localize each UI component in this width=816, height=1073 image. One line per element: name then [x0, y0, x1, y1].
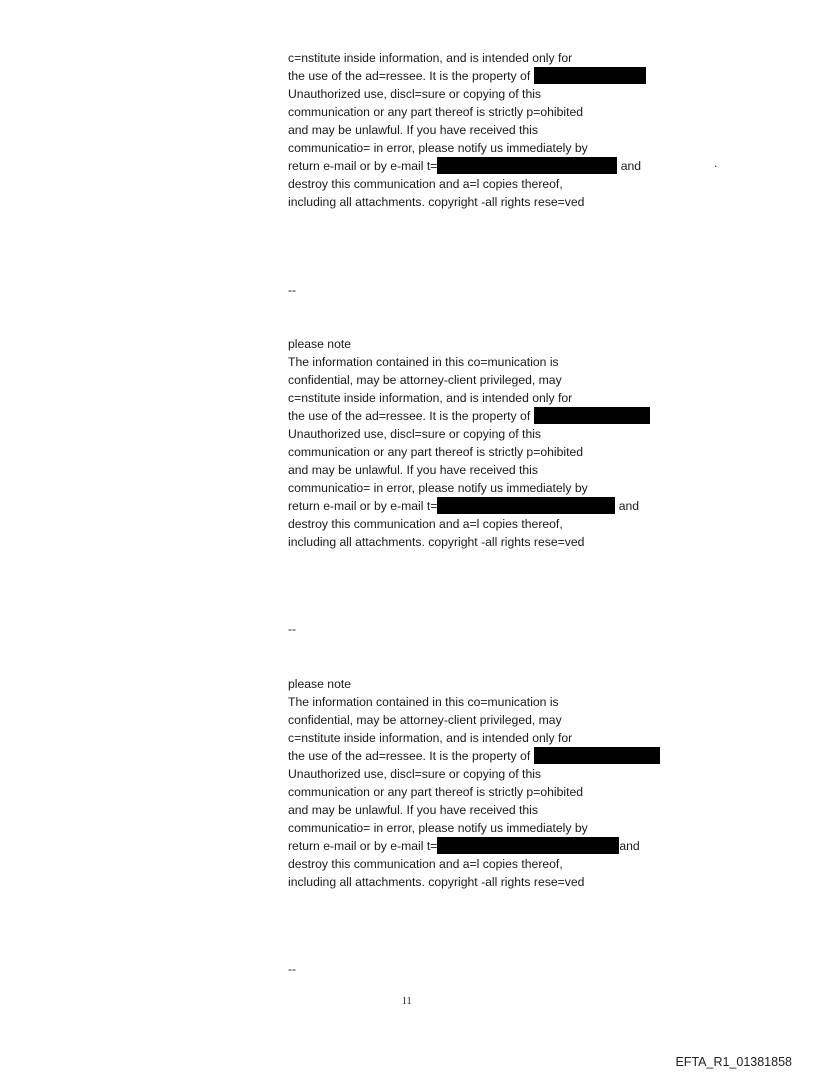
redaction-box [437, 497, 615, 514]
notice-line: destroy this communication and a=l copies thereof, [288, 517, 563, 531]
notice-line: confidential, may be attorney-client privileged, may [288, 713, 562, 727]
notice-line: destroy this communication and a=l copies thereof, [288, 177, 563, 191]
notice-line: return e-mail or by e-mail t= and [288, 159, 642, 173]
notice-block-3 [288, 675, 708, 891]
notice-line: the use of the ad=ressee. It is the property of [288, 747, 708, 765]
notice-line: Unauthorized use, discl=sure or copying of this [288, 767, 542, 781]
notice-heading: please note [288, 677, 352, 691]
separator: -- [288, 283, 297, 297]
notice-line: and may be unlawful. If you have received this [288, 123, 538, 137]
redaction-box [534, 747, 660, 764]
notice-line: the use of the ad=ressee. It is the property of [288, 67, 708, 85]
notice-line: Unauthorized use, discl=sure or copying of this [288, 427, 542, 441]
notice-line: communication or any part thereof is strictly p=ohibited [288, 445, 584, 459]
notice-line: the use of the ad=ressee. It is the property of [288, 407, 708, 425]
notice-line: The information contained in this co=munication is [288, 695, 559, 709]
redaction-box [437, 837, 619, 854]
separator: -- [288, 962, 297, 976]
notice-line: including all attachments. copyright -all rights rese=ved [288, 535, 585, 549]
notice-line: The information contained in this co=munication is [288, 355, 559, 369]
notice-line: destroy this communication and a=l copies thereof, [288, 857, 563, 871]
notice-line: and may be unlawful. If you have received this [288, 803, 538, 817]
notice-line: including all attachments. copyright -all rights rese=ved [288, 195, 585, 209]
notice-heading: please note [288, 337, 352, 351]
notice-line: c=nstitute inside information, and is intended only for [288, 51, 573, 65]
notice-line: Unauthorized use, discl=sure or copying of this [288, 87, 542, 101]
redaction-box [437, 157, 617, 174]
stray-mark: . [714, 156, 718, 170]
redaction-box [534, 407, 650, 424]
notice-line: including all attachments. copyright -all rights rese=ved [288, 875, 585, 889]
notice-line: return e-mail or by e-mail t= and [288, 839, 640, 853]
notice-line: c=nstitute inside information, and is intended only for [288, 731, 573, 745]
notice-line: communication or any part thereof is strictly p=ohibited [288, 785, 584, 799]
notice-line: communicatio= in error, please notify us immediately by [288, 821, 588, 835]
bates-number: EFTA_R1_01381858 [675, 1055, 792, 1069]
notice-line: communicatio= in error, please notify us immediately by [288, 141, 588, 155]
notice-block-2 [288, 335, 708, 551]
notice-line: and may be unlawful. If you have received this [288, 463, 538, 477]
notice-line: c=nstitute inside information, and is intended only for [288, 391, 573, 405]
separator: -- [288, 622, 297, 636]
page-number: 11 [402, 996, 412, 1007]
notice-line: communication or any part thereof is strictly p=ohibited [288, 105, 584, 119]
notice-line: return e-mail or by e-mail t= and [288, 499, 640, 513]
notice-line: confidential, may be attorney-client privileged, may [288, 373, 562, 387]
notice-block-1 [288, 49, 708, 211]
redaction-box [534, 67, 646, 84]
notice-line: communicatio= in error, please notify us immediately by [288, 481, 588, 495]
